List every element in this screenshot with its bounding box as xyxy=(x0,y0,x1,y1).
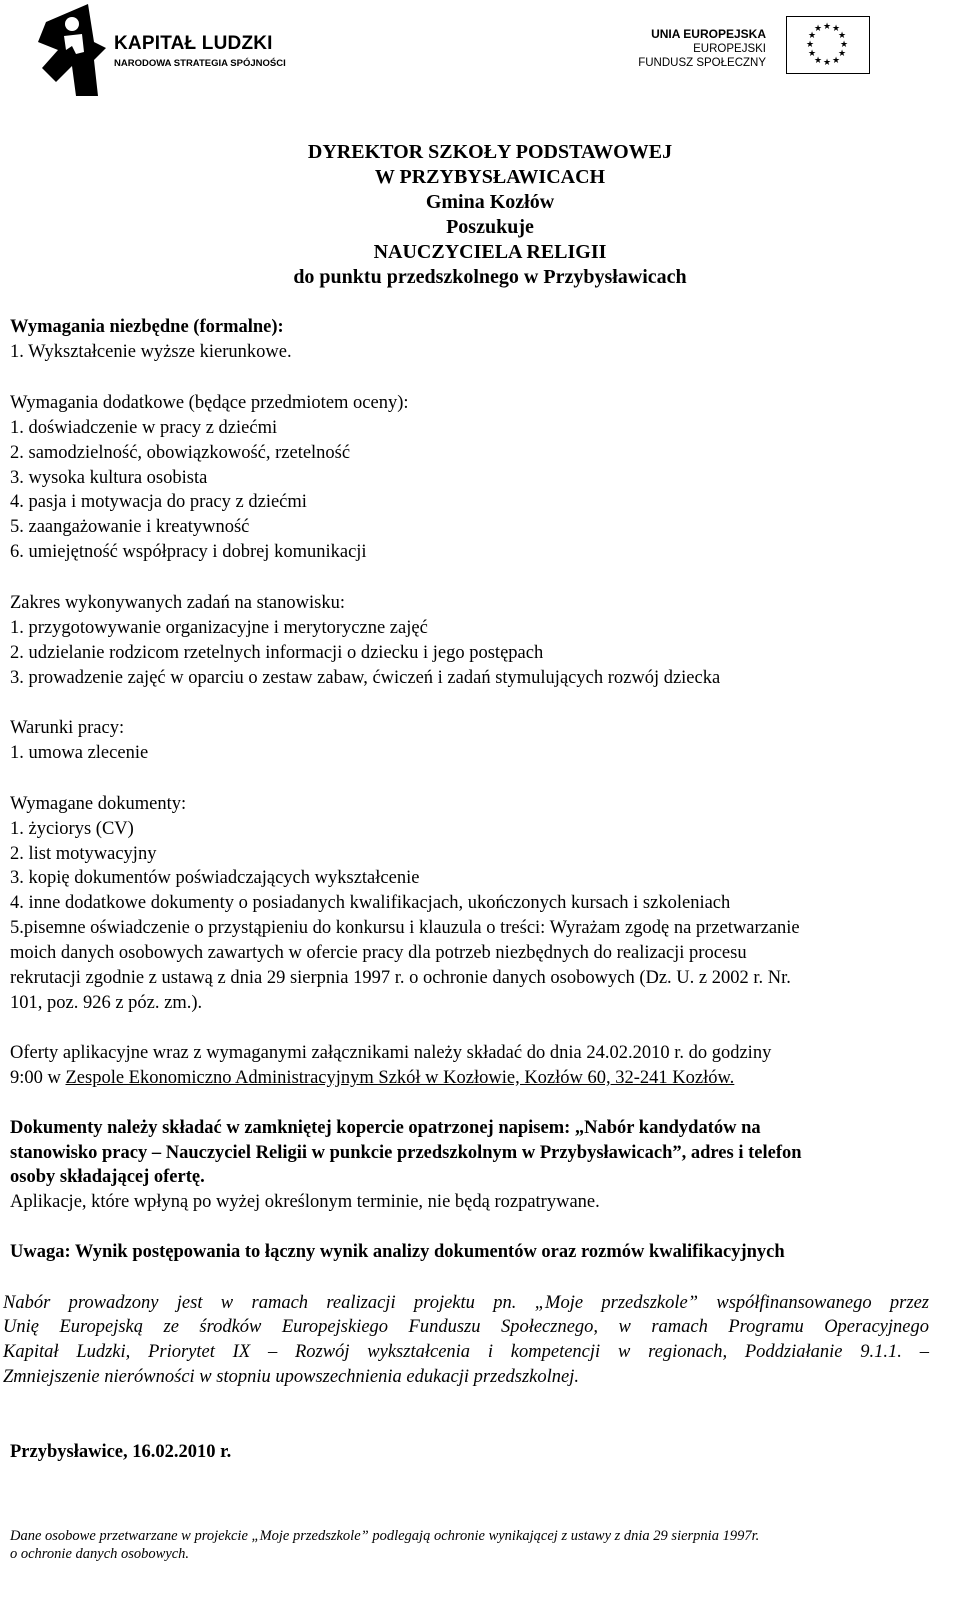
task-item: 1. przygotowywanie organizacyjne i merytoryczne zajęć xyxy=(10,618,428,638)
envelope-instruction-line: stanowisko pracy – Nauczyciel Religii w punkcie przedszkolnym w Przybysławicach”, adres i telefon xyxy=(10,1143,802,1163)
document-item-5-line: 5.pisemne oświadczenie o przystąpieniu do konkursu i klauzula o treści: Wyrażam zgodę na przetwarzanie xyxy=(10,918,800,938)
eu-logo-line2: EUROPEJSKI xyxy=(693,43,766,55)
additional-requirements-heading: Wymagania dodatkowe (będące przedmiotem oceny): xyxy=(10,393,409,413)
formal-requirements-heading: Wymagania niezbędne (formalne): xyxy=(10,317,284,337)
eu-logo-line1: UNIA EUROPEJSKA xyxy=(651,27,766,41)
svg-text:★: ★ xyxy=(831,24,841,34)
eu-efs-logo xyxy=(638,16,870,80)
tasks-heading: Zakres wykonywanych zadań na stanowisku: xyxy=(10,593,345,613)
svg-text:★: ★ xyxy=(839,40,849,50)
header-line-2: W PRZYBYSŁAWICACH xyxy=(374,166,606,188)
kapital-ludzki-subtitle: NARODOWA STRATEGIA SPÓJNOŚCI xyxy=(114,58,286,69)
kapital-ludzki-logo xyxy=(36,2,336,98)
svg-text:★: ★ xyxy=(837,31,847,41)
svg-text:★: ★ xyxy=(831,56,841,66)
header-line-3: Gmina Kozłów xyxy=(425,191,555,213)
document-item: 4. inne dodatkowe dokumenty o posiadanych kwalifikacjach, ukończonych kursach i szkoleniach xyxy=(10,893,731,913)
svg-text:★: ★ xyxy=(807,31,817,41)
task-item: 3. prowadzenie zajęć w oparciu o zestaw zabaw, ćwiczeń i zadań stymulujących rozwój dziecka xyxy=(10,668,721,688)
document-item: 3. kopię dokumentów poświadczających wykształcenie xyxy=(10,868,420,888)
project-note-line: Unię Europejską ze środków Europejskiego Funduszu Społecznego, w ramach Programu Operacyjnego xyxy=(3,1317,929,1337)
svg-text:★: ★ xyxy=(822,58,832,68)
announcement-header xyxy=(160,140,820,290)
condition-item: 1. umowa zlecenie xyxy=(10,743,149,763)
formal-requirement-item: 1. Wykształcenie wyższe kierunkowe. xyxy=(10,342,292,362)
document-item: 1. życiorys (CV) xyxy=(10,819,134,839)
envelope-instruction-line: Dokumenty należy składać w zamkniętej kopercie opatrzonej napisem: „Nabór kandydatów na xyxy=(10,1118,761,1138)
footer-data-protection-line: o ochronie danych osobowych. xyxy=(10,1546,190,1562)
document-item-5-line: rekrutacji zgodnie z ustawą z dnia 29 sierpnia 1997 r. o ochronie danych osobowych (Dz. U. z 2002 r. Nr. xyxy=(10,968,791,988)
svg-text:★: ★ xyxy=(813,56,823,66)
offers-address: Zespole Ekonomiczno Administracyjnym Szkół w Kozłowie, Kozłów 60, 32-241 Kozłów. xyxy=(65,1068,735,1088)
offers-time: 9:00 w xyxy=(10,1068,66,1088)
project-note-line: Nabór prowadzony jest w ramach realizacji projektu pn. „Moje przedszkole” współfinansowanego przez xyxy=(3,1293,929,1313)
additional-requirement-item: 5. zaangażowanie i kreatywność xyxy=(10,517,250,537)
offers-deadline-line2 xyxy=(10,1066,734,1091)
additional-requirement-item: 6. umiejętność współpracy i dobrej komunikacji xyxy=(10,542,367,562)
place-and-date: Przybysławice, 16.02.2010 r. xyxy=(10,1442,232,1462)
svg-text:★: ★ xyxy=(837,49,847,59)
additional-requirement-item: 3. wysoka kultura osobista xyxy=(10,468,208,488)
svg-text:★: ★ xyxy=(805,40,815,50)
document-item-5-line: 101, poz. 926 z póz. zm.). xyxy=(10,993,203,1013)
header-line-4: Poszukuje xyxy=(446,216,534,238)
document-item: 2. list motywacyjny xyxy=(10,844,157,864)
documents-heading: Wymagane dokumenty: xyxy=(10,794,187,814)
header-line-6: do punktu przedszkolnego w Przybysławicach xyxy=(293,266,687,288)
envelope-instruction-line: osoby składającej ofertę. xyxy=(10,1167,205,1187)
late-applications-note: Aplikacje, które wpłyną po wyżej określonym terminie, nie będą rozpatrywane. xyxy=(10,1192,600,1212)
svg-text:★: ★ xyxy=(822,22,832,32)
svg-text:★: ★ xyxy=(813,24,823,34)
project-note-line: Zmniejszenie nierówności w stopniu upowszechnienia edukacji przedszkolnej. xyxy=(3,1367,580,1387)
kapital-ludzki-title: KAPITAŁ LUDZKI xyxy=(114,33,273,54)
header-line-1: DYREKTOR SZKOŁY PODSTAWOWEJ xyxy=(307,141,673,163)
offers-deadline-line1: Oferty aplikacyjne wraz z wymaganymi załącznikami należy składać do dnia 24.02.2010 r. do godziny xyxy=(10,1043,772,1063)
additional-requirement-item: 2. samodzielność, obowiązkowość, rzetelność xyxy=(10,443,351,463)
conditions-heading: Warunki pracy: xyxy=(10,718,125,738)
additional-requirement-item: 4. pasja i motywacja do pracy z dziećmi xyxy=(10,492,307,512)
project-note-line: Kapitał Ludzki, Priorytet IX – Rozwój wykształcenia i kompetencji w regionach, Poddziałanie 9.1.1. – xyxy=(3,1342,929,1362)
svg-text:★: ★ xyxy=(807,49,817,59)
additional-requirement-item: 1. doświadczenie w pracy z dziećmi xyxy=(10,418,278,438)
eu-flag-icon xyxy=(786,16,870,74)
kapital-ludzki-emblem-icon xyxy=(36,2,114,98)
document-item-5-line: moich danych osobowych zawartych w ofercie pracy dla potrzeb niezbędnych do realizacji procesu xyxy=(10,943,747,963)
result-notice: Uwaga: Wynik postępowania to łączny wynik analizy dokumentów oraz rozmów kwalifikacyjnych xyxy=(10,1242,785,1262)
task-item: 2. udzielanie rodzicom rzetelnych informacji o dziecku i jego postępach xyxy=(10,643,544,663)
eu-logo-line3: FUNDUSZ SPOŁECZNY xyxy=(638,57,766,69)
footer-data-protection-line: Dane osobowe przetwarzane w projekcie „Moje przedszkole” podlegają ochronie wynikającej z ustawy z dnia 29 sierpnia 1997r. xyxy=(10,1528,760,1544)
header-line-5: NAUCZYCIELA RELIGII xyxy=(373,241,607,263)
